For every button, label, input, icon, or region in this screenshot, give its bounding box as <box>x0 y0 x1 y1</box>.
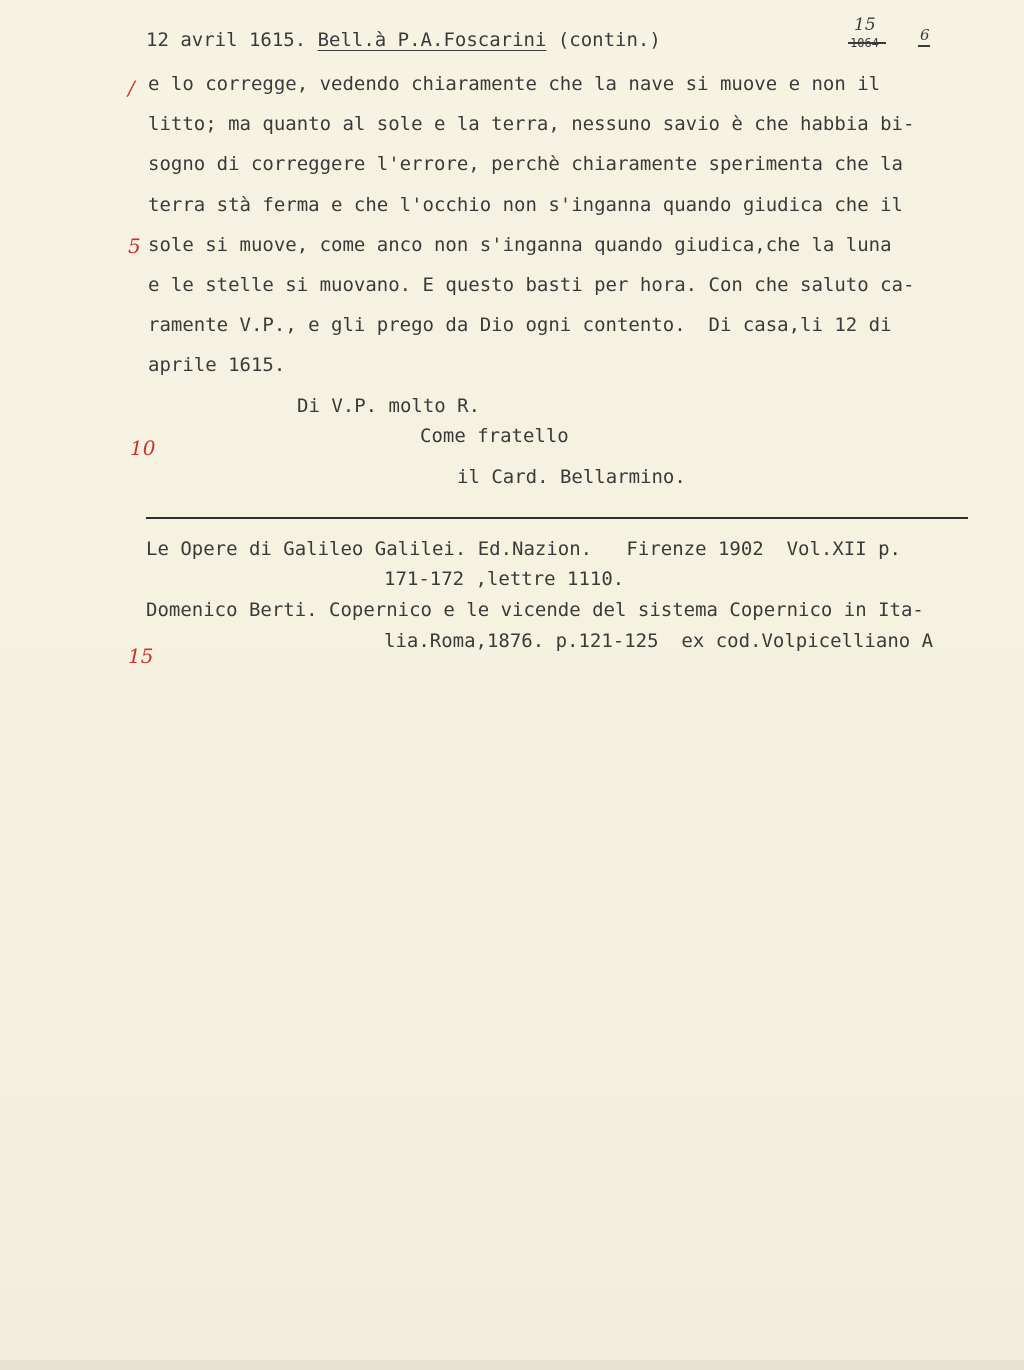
margin-mark-5: 5 <box>128 234 141 258</box>
header-cont: (contin.) <box>557 29 661 51</box>
page-number-struck: 1064 <box>850 36 879 50</box>
body-line-6: e le stelle si muovano. E questo basti per hora. Con che saluto ca- <box>148 274 915 296</box>
margin-mark-15: 15 <box>128 644 154 668</box>
page-number-handwritten: 15 <box>854 15 876 35</box>
scan-edge <box>0 1360 1024 1370</box>
margin-mark-10: 10 <box>130 436 156 460</box>
body-line-7: ramente V.P., e gli prego da Dio ogni contento. Di casa,li 12 di <box>148 314 892 336</box>
body-line-8: aprile 1615. <box>148 354 286 376</box>
reference-1-line-1: Le Opere di Galileo Galilei. Ed.Nazion. Firenze 1902 Vol.XII p. <box>146 538 901 560</box>
header-title: Bell.à P.A.Foscarini <box>317 29 547 51</box>
closing-signature: il Card. Bellarmino. <box>457 466 686 488</box>
body-line-5: sole si muove, come anco non s'inganna quando giudica,che la luna <box>148 234 892 256</box>
reference-2-line-1: Domenico Berti. Copernico e le vicende del sistema Copernico in Ita- <box>146 599 924 621</box>
handwritten-page-number <box>846 14 936 54</box>
reference-2-line-2: lia.Roma,1876. p.121-125 ex cod.Volpicelliano A <box>384 630 934 652</box>
body-line-4: terra stà ferma e che l'occhio non s'inganna quando giudica che il <box>148 194 903 216</box>
body-line-1: e lo corregge, vedendo chiaramente che la nave si muove e non il <box>148 73 881 95</box>
body-line-3: sogno di correggere l'errore, perchè chiaramente sperimenta che la <box>148 153 903 175</box>
header-date: 12 avril 1615. <box>146 29 307 51</box>
reference-1-line-2: 171-172 ,lettre 1110. <box>384 568 625 590</box>
divider-rule <box>146 517 968 519</box>
body-line-2: litto; ma quanto al sole e la terra, nessuno savio è che habbia bi- <box>148 113 915 135</box>
closing-salutation: Di V.P. molto R. <box>297 395 481 417</box>
margin-mark-1: / <box>128 76 135 100</box>
page-header <box>146 28 661 52</box>
page-number-extra: 6 <box>920 26 930 44</box>
closing-as: Come fratello <box>420 425 569 447</box>
